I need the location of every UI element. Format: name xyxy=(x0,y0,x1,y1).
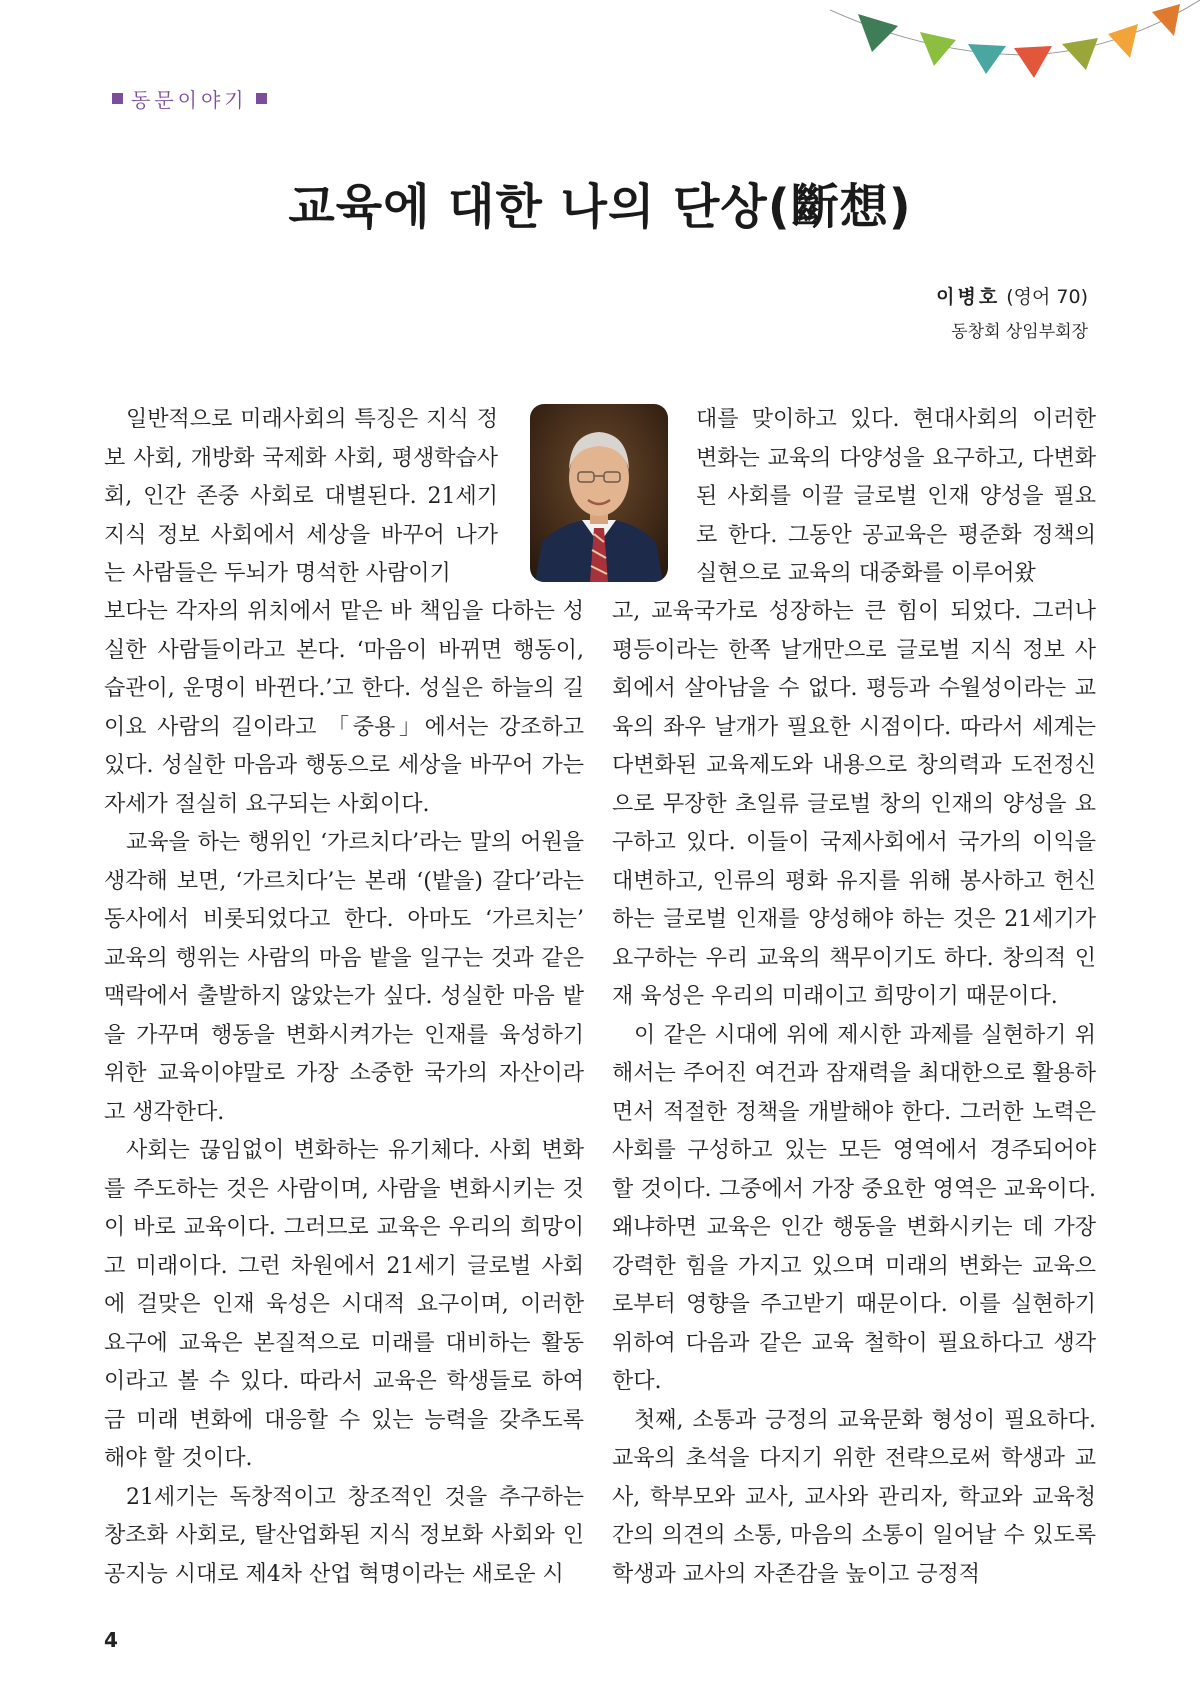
page-title: 교육에 대한 나의 단상(斷想) xyxy=(288,179,912,235)
paragraph: 이 같은 시대에 위에 제시한 과제를 실현하기 위해서는 주어진 여건과 잠재력을 최대한으로 활용하면서 적절한 정책을 개발해야 한다. 그러한 노력은 사회를 구성하고 있는 모든 영역에서 경주되어야 할 것이다. 그중에서 가장 중요한 영역은 교육이다. 왜냐하면 교육은 인간 행동을 변화시키는 데 가장 강력한 힘을 가지고 있으며 미래의 변화는 교육으로부터 영향을 주고받기 때문이다. 이를 실현하기 위하여 다음과 같은 교육 철학이 필요하다고 생각한다. xyxy=(612,1022,1096,1394)
paragraph: 대를 맞이하고 있다. 현대사회의 이러한 변화는 교육의 다양성을 요구하고, 다변화된 사회를 이끌 글로벌 인재 양성을 필요로 한다. 그동안 공교육은 평준화 정책의 실현으로 교육의 대중화를 이루어왔 xyxy=(696,407,1096,586)
section-label xyxy=(104,84,275,113)
bunting-decoration xyxy=(830,0,1200,95)
paragraph: 첫째, 소통과 긍정의 교육문화 형성이 필요하다. 교육의 초석을 다지기 위한 전략으로써 학생과 교사, 학부모와 교사, 교사와 관리자, 학교와 교육청 간의 의견의 소통, 마음의 소통이 일어날 수 있도록 학생과 교사의 자존감을 높이고 긍정적 xyxy=(612,1407,1096,1587)
section-label-text: 동문이야기 xyxy=(131,88,248,112)
right-column xyxy=(612,593,1096,1594)
left-column xyxy=(104,593,584,1594)
portrait-photo xyxy=(530,404,668,582)
paragraph: 사회는 끊임없이 변화하는 유기체다. 사회 변화를 주도하는 것은 사람이며, 사람을 변화시키는 것이 바로 교육이다. 그러므로 교육은 우리의 희망이고 미래이다. 그런 차원에서 21세기 글로벌 사회에 걸맞은 인재 육성은 시대적 요구이며, 이러한 요구에 교육은 본질적으로 미래를 대비하는 활동이라고 볼 수 있다. 따라서 교육은 학생들로 하여금 미래 변화에 대응할 수 있는 능력을 갖추도록 해야 할 것이다. xyxy=(104,1138,584,1471)
paragraph: 일반적으로 미래사회의 특징은 지식 정보 사회, 개방화 국제화 사회, 평생학습사회, 인간 존중 사회로 대별된다. 21세기 지식 정보 사회에서 세상을 바꾸어 나가는 사람들은 두뇌가 명석한 사람이기 xyxy=(104,407,498,586)
paragraph: 고, 교육국가로 성장하는 큰 힘이 되었다. 그러나 평등이라는 한쪽 날개만으로 글로벌 지식 정보 사회에서 살아남을 수 없다. 평등과 수월성이라는 교육의 좌우 날개가 필요한 시점이다. 따라서 세계는 다변화된 교육제도와 내용으로 창의력과 도전정신으로 무장한 초일류 글로벌 창의 인재의 양성을 요구하고 있다. 이들이 국제사회에서 국가의 이익을 대변하고, 인류의 평화 유지를 위해 봉사하고 헌신하는 글로벌 인재를 양성해야 하는 것은 21세기가 요구하는 우리 교육의 책무이기도 하다. 창의적 인재 육성은 우리의 미래이고 희망이기 때문이다. xyxy=(612,599,1096,1009)
left-column-intro xyxy=(104,401,498,594)
author-role: 동창회 상임부회장 xyxy=(951,322,1088,342)
page-number: 4 xyxy=(104,1628,118,1652)
square-bullet-icon xyxy=(112,93,123,104)
paragraph: 보다는 각자의 위치에서 맡은 바 책임을 다하는 성실한 사람들이라고 본다. ‘마음이 바뀌면 행동이, 습관이, 운명이 바뀐다.’고 한다. 성실은 하늘의 길이요 사람의 길이라고 「중용」에서는 강조하고 있다. 성실한 마음과 행동으로 세상을 바꾸어 가는 자세가 절실히 요구되는 사회이다. xyxy=(104,599,584,817)
author-affiliation: (영어 70) xyxy=(1006,286,1088,308)
right-column-intro xyxy=(696,401,1096,594)
paragraph: 교육을 하는 행위인 ‘가르치다’라는 말의 어원을 생각해 보면, ‘가르치다’는 본래 ‘(밭을) 갈다’라는 동사에서 비롯되었다고 한다. 아마도 ‘가르치는’ 교육의 행위는 사람의 마음 밭을 일구는 것과 같은 맥락에서 출발하지 않았는가 싶다. 성실한 마음 밭을 가꾸며 행동을 변화시켜가는 인재를 육성하기 위한 교육이야말로 가장 소중한 국가의 자산이라고 생각한다. xyxy=(104,830,584,1125)
paragraph: 21세기는 독창적이고 창조적인 것을 추구하는 창조화 사회로, 탈산업화된 지식 정보화 사회와 인공지능 시대로 제4차 산업 혁명이라는 새로운 시 xyxy=(104,1484,584,1587)
author-name: 이병호 xyxy=(936,286,1001,308)
author-block xyxy=(936,282,1088,342)
square-bullet-icon xyxy=(256,93,267,104)
